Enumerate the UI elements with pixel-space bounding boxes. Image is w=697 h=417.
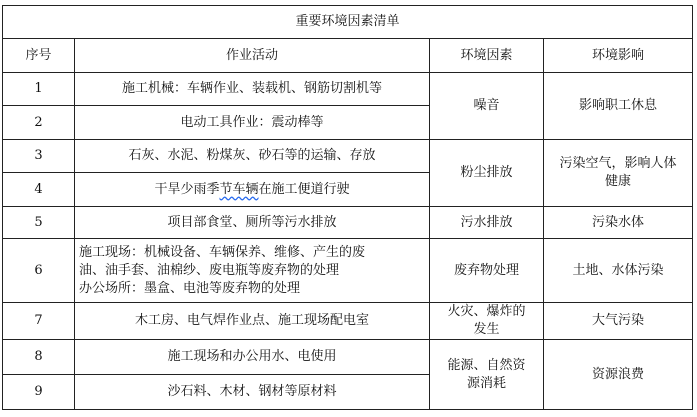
environmental-factors-table xyxy=(2,5,693,410)
row-activity-line1: 施工现场：机械设备、车辆保养、维修、产生的废 xyxy=(79,244,366,260)
row-activity: 沙石料、木材、钢材等原材料 xyxy=(75,375,430,410)
header-no: 序号 xyxy=(3,39,75,73)
row-activity xyxy=(75,239,430,303)
row-activity-flagged: 节车辆 xyxy=(219,181,259,197)
table-row xyxy=(3,207,693,239)
factor-noise: 噪音 xyxy=(430,73,544,140)
factor-waste: 废弃物处理 xyxy=(430,239,544,303)
impact-dust xyxy=(544,140,693,207)
header-impact: 环境影响 xyxy=(544,39,693,73)
row-no: 9 xyxy=(3,375,75,410)
factor-sewage: 污水排放 xyxy=(430,207,544,239)
row-activity: 电动工具作业：震动棒等 xyxy=(75,106,430,140)
table-title: 重要环境因素清单 xyxy=(3,6,693,39)
row-activity: 施工现场和办公用水、电使用 xyxy=(75,340,430,375)
factor-energy xyxy=(430,340,544,410)
row-no: 4 xyxy=(3,173,75,207)
row-no: 3 xyxy=(3,140,75,173)
header-factor: 环境因素 xyxy=(430,39,544,73)
row-activity: 木工房、电气焊作业点、施工现场配电室 xyxy=(75,303,430,340)
impact-sewage: 污染水体 xyxy=(544,207,693,239)
row-activity-line2: 油、油手套、油棉纱、废电瓶等废弃物的处理 xyxy=(79,262,340,278)
table-row xyxy=(3,140,693,173)
factor-fire-line2: 发生 xyxy=(473,322,500,337)
row-no: 5 xyxy=(3,207,75,239)
factor-energy-line1: 能源、自然资 xyxy=(447,357,526,373)
table-row xyxy=(3,73,693,106)
impact-dust-line1: 污染空气，影响人体 xyxy=(559,156,677,171)
impact-noise: 影响职工休息 xyxy=(544,73,693,140)
factor-energy-line2: 源消耗 xyxy=(466,375,506,391)
impact-waste: 土地、水体污染 xyxy=(544,239,693,303)
factor-dust: 粉尘排放 xyxy=(430,140,544,207)
factor-fire-line1: 火灾、爆炸的 xyxy=(447,304,526,319)
row-activity: 项目部食堂、厕所等污水排放 xyxy=(75,207,430,239)
table-row xyxy=(3,340,693,375)
header-activity: 作业活动 xyxy=(75,39,430,73)
table-row xyxy=(3,303,693,340)
impact-dust-line2: 健康 xyxy=(605,174,632,189)
row-activity-line3: 办公场所：墨盒、电池等废弃物的处理 xyxy=(79,280,301,296)
row-no: 6 xyxy=(3,239,75,303)
row-activity: 石灰、水泥、粉煤灰、砂石等的运输、存放 xyxy=(75,140,430,173)
header-row xyxy=(3,39,693,73)
row-activity-pre: 干旱少雨季 xyxy=(154,181,220,197)
row-activity-post: 在施工便道行驶 xyxy=(258,181,350,197)
row-activity: 施工机械：车辆作业、装载机、钢筋切割机等 xyxy=(75,73,430,106)
row-activity xyxy=(75,173,430,207)
row-no: 2 xyxy=(3,106,75,140)
factor-fire xyxy=(430,303,544,340)
row-no: 1 xyxy=(3,73,75,106)
row-no: 8 xyxy=(3,340,75,375)
impact-fire: 大气污染 xyxy=(544,303,693,340)
table-row xyxy=(3,239,693,303)
row-no: 7 xyxy=(3,303,75,340)
impact-energy: 资源浪费 xyxy=(544,340,693,410)
